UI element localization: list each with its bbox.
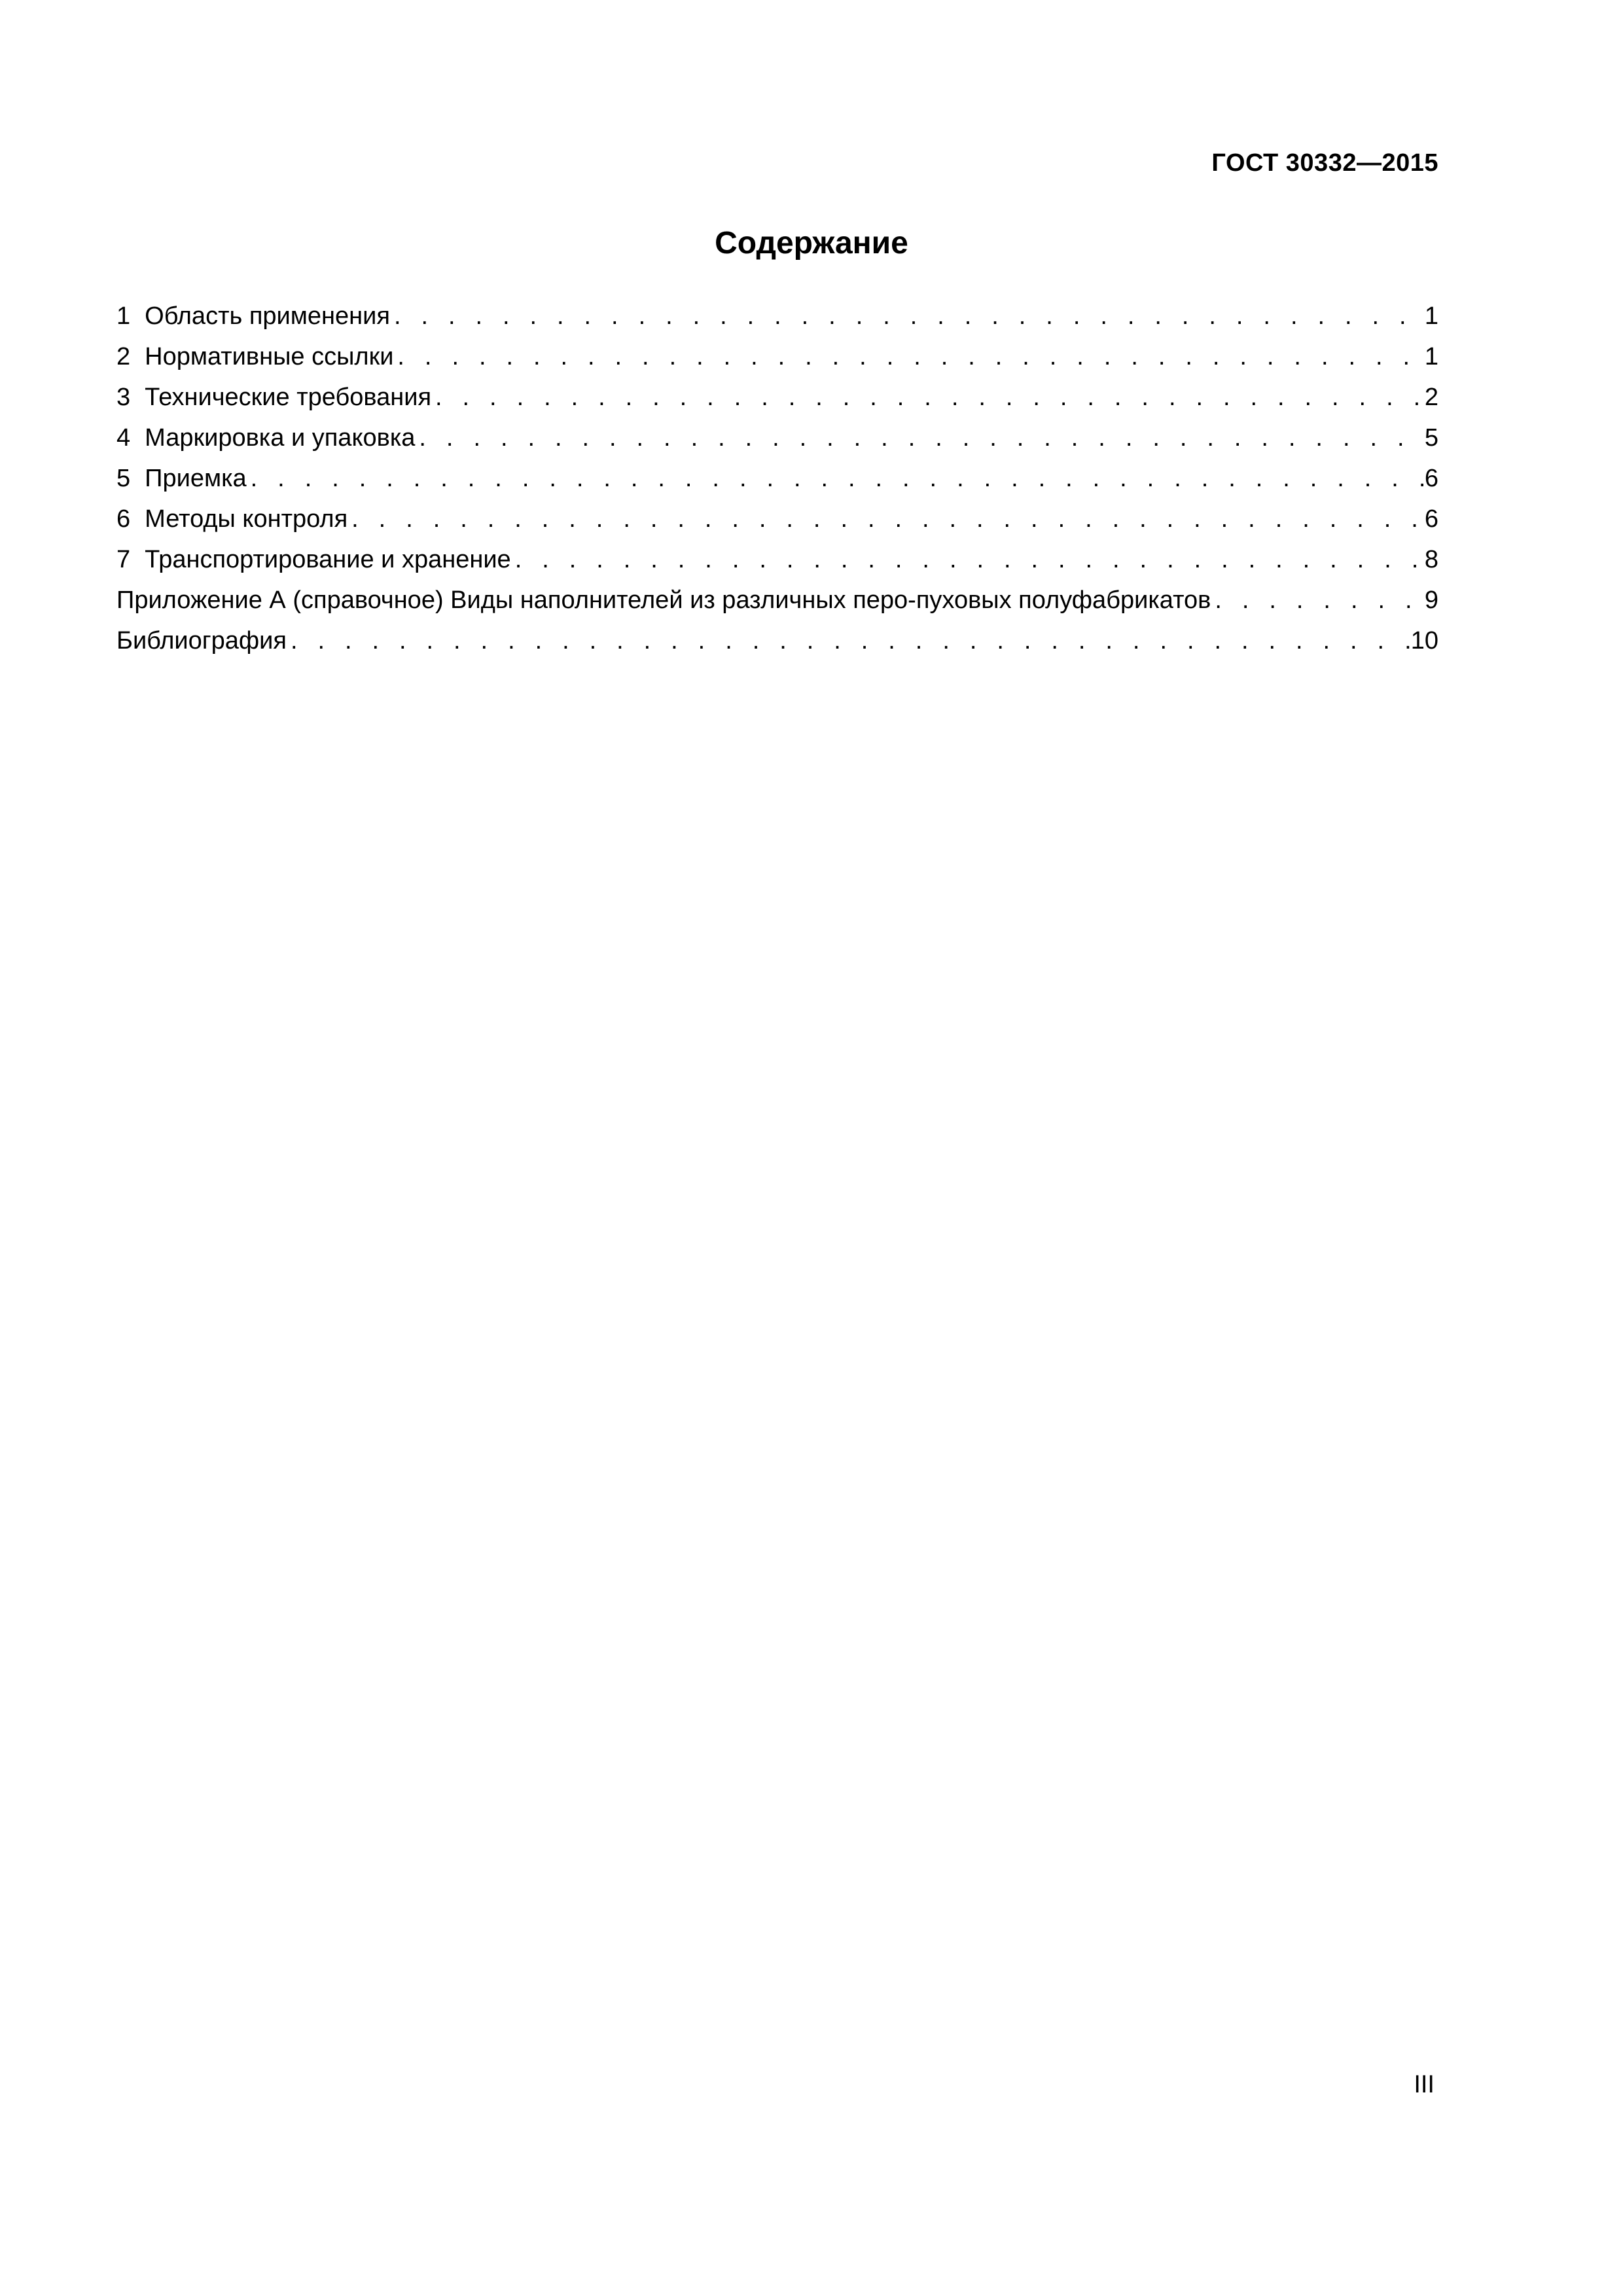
toc-entry-transport-storage[interactable] [116,539,1438,580]
table-of-contents [116,296,1438,661]
toc-entry-label: Транспортирование и хранение [145,546,511,573]
toc-entry-page: 6 [1424,505,1438,533]
toc-entry-bibliography[interactable] [116,620,1438,661]
document-code: ГОСТ 30332—2015 [1211,149,1438,177]
toc-dot-leader [419,418,1423,458]
toc-entry-acceptance[interactable] [116,458,1438,499]
toc-dot-leader [435,377,1423,418]
toc-dot-leader [515,539,1423,580]
toc-entry-page: 1 [1424,302,1438,330]
toc-entry-number: 6 [116,505,131,533]
toc-entry-label: Область применения [145,302,390,330]
toc-entry-page: 5 [1424,424,1438,452]
toc-entry-number: 5 [116,465,131,492]
toc-dot-leader [351,499,1423,539]
toc-entry-number: 7 [116,546,131,573]
toc-dot-leader [394,296,1423,336]
toc-entry-normative-references[interactable] [116,336,1438,377]
toc-entry-page: 2 [1424,384,1438,411]
toc-entry-number: 2 [116,343,131,370]
toc-entry-page: 10 [1410,627,1438,655]
toc-dot-leader [1215,580,1423,620]
toc-entry-label: Маркировка и упаковка [145,424,416,452]
page-number: III [1414,2071,1435,2098]
toc-entry-technical-requirements[interactable] [116,377,1438,418]
toc-entry-appendix-a[interactable] [116,580,1438,620]
toc-dot-leader [397,336,1423,377]
toc-entry-number: 4 [116,424,131,452]
toc-entry-label: Технические требования [145,384,432,411]
toc-entry-page: 8 [1424,546,1438,573]
toc-entry-label: Нормативные ссылки [145,343,394,370]
toc-entry-scope[interactable] [116,296,1438,336]
toc-entry-page: 9 [1424,586,1438,614]
toc-dot-leader [291,620,1410,661]
toc-entry-number: 3 [116,384,131,411]
toc-entry-marking-packaging[interactable] [116,418,1438,458]
toc-entry-page: 6 [1424,465,1438,492]
toc-dot-leader [251,458,1423,499]
toc-entry-label: Библиография [116,627,287,655]
toc-entry-label: Приемка [145,465,247,492]
toc-entry-label: Приложение А (справочное) Виды наполнителей из различных перо-пуховых полуфабрикатов [116,586,1211,614]
toc-entry-number: 1 [116,302,131,330]
toc-entry-label: Методы контроля [145,505,348,533]
toc-entry-page: 1 [1424,343,1438,370]
toc-title: Содержание [715,226,908,260]
toc-entry-test-methods[interactable] [116,499,1438,539]
